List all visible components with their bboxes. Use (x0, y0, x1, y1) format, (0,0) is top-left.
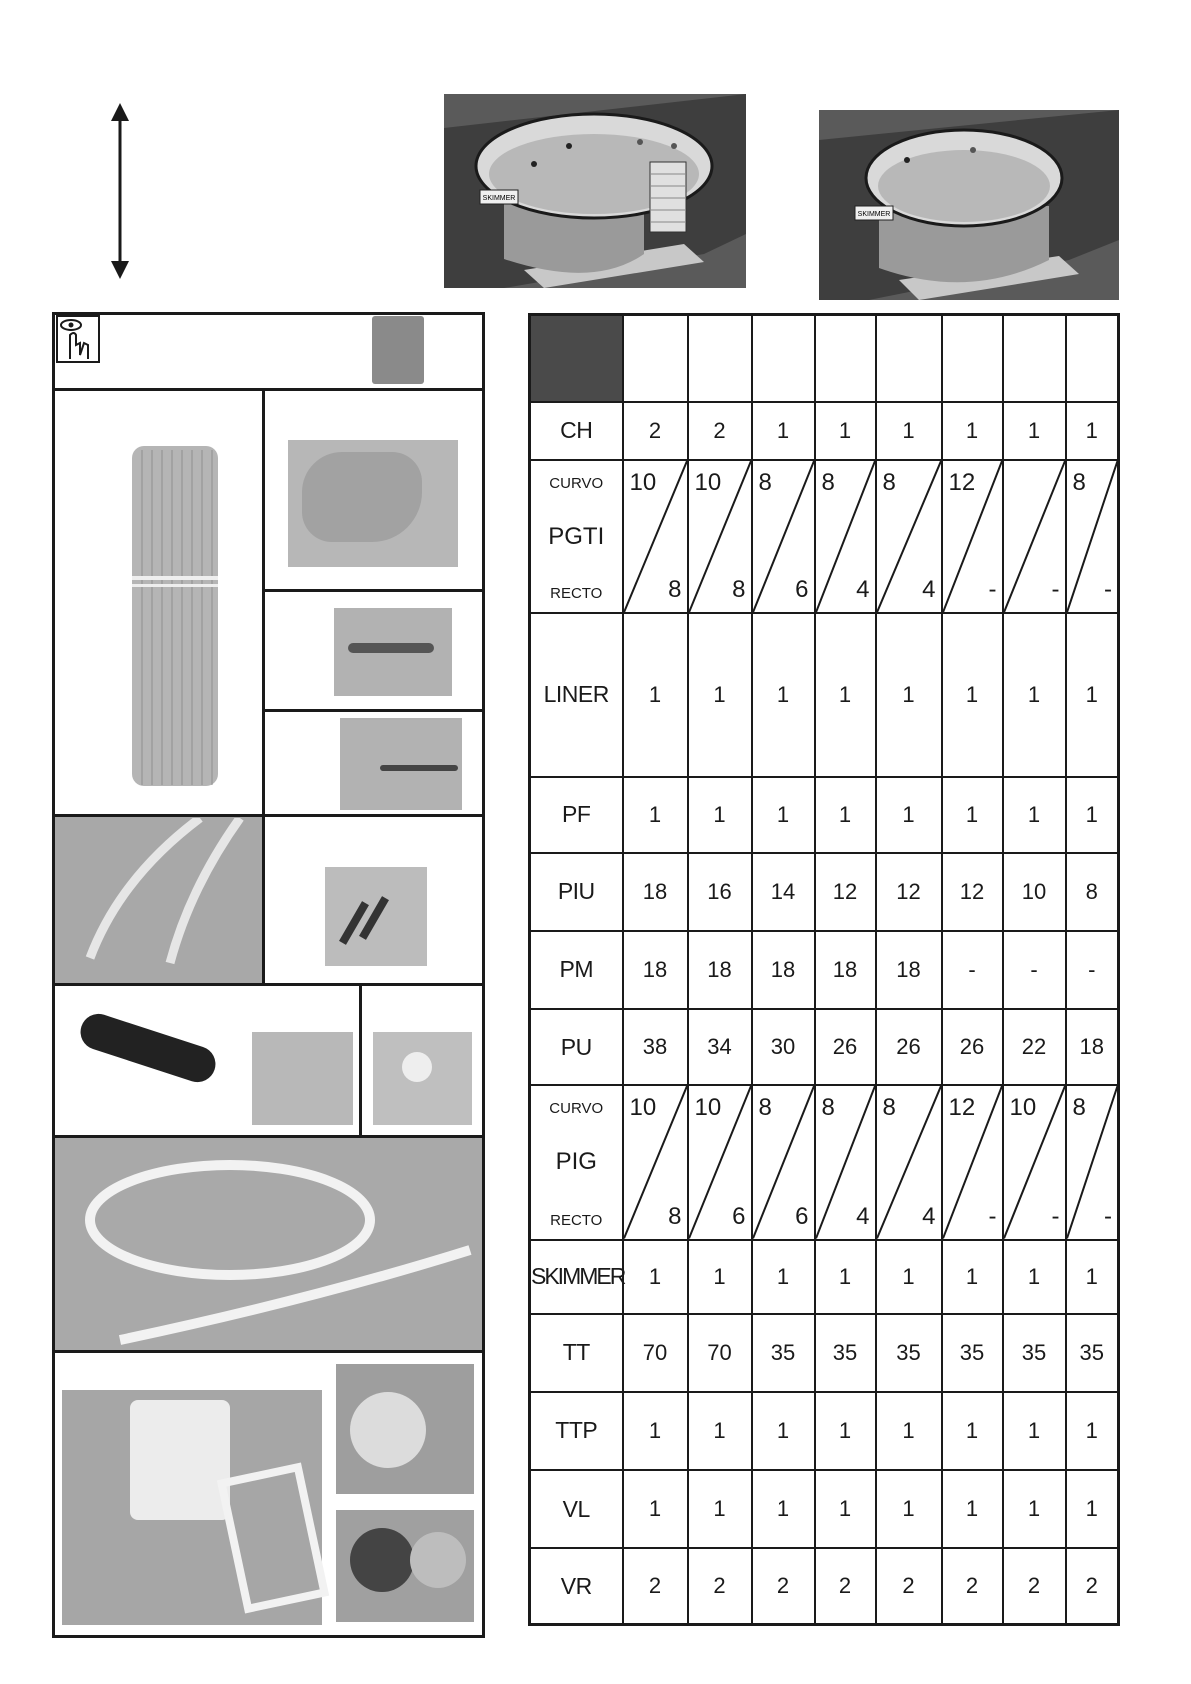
row-label: PM (530, 931, 623, 1009)
table-cell: 35 (815, 1314, 876, 1392)
split-cell (1066, 460, 1119, 613)
table-row (530, 1548, 1119, 1624)
row-label: SKIMMER (530, 1240, 623, 1314)
row-label: VR (530, 1548, 623, 1624)
model-column-header (688, 315, 752, 402)
table-row (530, 1392, 1119, 1470)
recto-value: 4 (856, 1202, 870, 1230)
fitting-disc-shape (410, 1532, 466, 1588)
curvo-value: 12 (948, 1094, 976, 1122)
split-cell (1066, 1085, 1119, 1239)
model-column-header (876, 315, 942, 402)
split-cell (752, 460, 815, 613)
table-cell: 1 (752, 777, 815, 853)
row-label: PF (530, 777, 623, 853)
table-cell: 1 (942, 1470, 1003, 1548)
recto-value: 4 (856, 576, 870, 604)
table-cell: 18 (752, 931, 815, 1009)
row-label: CH (530, 402, 623, 460)
recto-value: 8 (668, 576, 682, 604)
split-cell (815, 460, 876, 613)
row-label: PU (530, 1009, 623, 1085)
table-cell: 1 (623, 777, 688, 853)
split-cell (752, 1085, 815, 1239)
curvo-value: 8 (758, 468, 772, 496)
table-split-row (530, 460, 1119, 613)
table-cell: 38 (623, 1009, 688, 1085)
table-cell: 34 (688, 1009, 752, 1085)
curvo-label: CURVO (549, 474, 604, 492)
table-cell: 18 (623, 931, 688, 1009)
split-cell (1003, 1085, 1066, 1239)
recto-value: 4 (922, 576, 936, 604)
curvo-value: 8 (882, 1094, 896, 1122)
row-label: TTP (530, 1392, 623, 1470)
table-cell: 35 (942, 1314, 1003, 1392)
curvo-value: 8 (1072, 1094, 1086, 1122)
table-cell: 2 (876, 1548, 942, 1624)
table-cell: 1 (1066, 1240, 1119, 1314)
ground-cable-photo (340, 718, 462, 810)
table-cell: 1 (1003, 402, 1066, 460)
split-cell (942, 460, 1003, 613)
recto-value: - (988, 576, 997, 604)
recto-value: - (1104, 576, 1112, 604)
recto-label: RECTO (550, 585, 603, 603)
recto-value: - (1051, 1202, 1060, 1230)
table-row (530, 1314, 1119, 1392)
table-cell: - (1003, 931, 1066, 1009)
table-cell: 30 (752, 1009, 815, 1085)
table-cell: 35 (1066, 1314, 1119, 1392)
table-cell: 2 (942, 1548, 1003, 1624)
table-cell: 16 (688, 853, 752, 931)
divider (262, 709, 485, 712)
curvo-value: 8 (758, 1094, 772, 1122)
recto-value: 8 (732, 576, 746, 604)
row-label-split (530, 1085, 623, 1239)
split-cell (815, 1085, 876, 1239)
table-cell: 12 (815, 853, 876, 931)
table-cell: 26 (815, 1009, 876, 1085)
table-cell: 1 (815, 402, 876, 460)
table-cell: 1 (876, 613, 942, 776)
table-cell: 1 (815, 1392, 876, 1470)
split-cell (623, 1085, 688, 1239)
model-column-header (1066, 315, 1119, 402)
split-cell (942, 1085, 1003, 1239)
table-cell: 18 (688, 931, 752, 1009)
table-cell: 1 (876, 777, 942, 853)
table-cell: 1 (1066, 1392, 1119, 1470)
table-cell: 1 (815, 1240, 876, 1314)
table-cell: 1 (1066, 1470, 1119, 1548)
table-cell: 1 (1003, 777, 1066, 853)
panel-header-divider (52, 388, 485, 391)
curvo-value: 10 (694, 468, 722, 496)
skimmer-label: SKIMMER (857, 211, 891, 218)
table-cell: 1 (876, 402, 942, 460)
skimmer-box-photo (372, 316, 424, 384)
table-split-row (530, 1085, 1119, 1239)
divider (262, 816, 265, 984)
table-cell: 1 (1003, 1470, 1066, 1548)
joint-covers-photo (252, 1032, 353, 1125)
table-cell: 70 (688, 1314, 752, 1392)
divider (359, 985, 362, 1136)
model-column-header (623, 315, 688, 402)
table-cell: 18 (1066, 1009, 1119, 1085)
table-cell: 1 (688, 1470, 752, 1548)
eye-hand-icon (56, 315, 100, 363)
row-label: PIG (555, 1148, 597, 1176)
split-cell (876, 460, 942, 613)
skimmer-body-shape (130, 1400, 230, 1520)
table-cell: 2 (1066, 1548, 1119, 1624)
recto-value: - (988, 1202, 997, 1230)
table-cell: 1 (688, 777, 752, 853)
table-cell: 35 (1003, 1314, 1066, 1392)
table-cell: 1 (752, 613, 815, 776)
table-cell: 10 (1003, 853, 1066, 931)
profile-rails-shape (80, 818, 250, 968)
recto-value: 6 (795, 1202, 809, 1230)
curvo-value: 8 (1072, 468, 1086, 496)
table-cell: 1 (623, 1392, 688, 1470)
recto-value: - (1051, 576, 1060, 604)
table-cell: 18 (876, 931, 942, 1009)
table-cell: 1 (815, 613, 876, 776)
pool-illustration-buried (819, 110, 1119, 300)
table-cell: 22 (1003, 1009, 1066, 1085)
table-cell: 1 (752, 402, 815, 460)
recto-value: 8 (668, 1202, 682, 1230)
wall-panel-roll-photo (128, 440, 224, 795)
components-quantity-table (528, 313, 1120, 1626)
table-row (530, 777, 1119, 853)
table-row (530, 1470, 1119, 1548)
table-cell: - (942, 931, 1003, 1009)
table-cell: 2 (623, 402, 688, 460)
table-cell: 26 (942, 1009, 1003, 1085)
curvo-value: 10 (629, 1094, 657, 1122)
table-cell: 2 (752, 1548, 815, 1624)
table-cell: 12 (942, 853, 1003, 931)
table-cell: 1 (752, 1392, 815, 1470)
liner-bundle-shape (302, 452, 422, 542)
table-cell: 1 (815, 1470, 876, 1548)
divider (262, 390, 265, 815)
table-row (530, 853, 1119, 931)
table-cell: 26 (876, 1009, 942, 1085)
table-cell: 1 (623, 1240, 688, 1314)
screw-parts-shape (348, 643, 434, 653)
table-cell: 2 (623, 1548, 688, 1624)
skimmer-label: SKIMMER (482, 195, 516, 202)
table-cell: 1 (1066, 402, 1119, 460)
divider (52, 1350, 485, 1353)
split-cell (688, 1085, 752, 1239)
pool-thumbnail-cell (530, 315, 623, 402)
table-cell: 1 (623, 613, 688, 776)
table-cell: 1 (1003, 613, 1066, 776)
table-cell: 1 (688, 1392, 752, 1470)
table-cell: 1 (623, 1470, 688, 1548)
pool-illustration-semi-buried (444, 94, 746, 288)
curvo-label: CURVO (549, 1100, 604, 1118)
recto-value: - (1104, 1202, 1112, 1230)
table-cell: 70 (623, 1314, 688, 1392)
bolt-head-shape (402, 1052, 432, 1082)
row-label: TT (530, 1314, 623, 1392)
table-cell: 1 (815, 777, 876, 853)
table-cell: 1 (942, 1240, 1003, 1314)
table-row (530, 1009, 1119, 1085)
table-cell: 1 (752, 1470, 815, 1548)
divider (52, 983, 485, 986)
table-cell: 1 (942, 1392, 1003, 1470)
table-cell: 1 (942, 777, 1003, 853)
table-header-row (530, 315, 1119, 402)
table-cell: 2 (688, 1548, 752, 1624)
curvo-value: 8 (821, 468, 835, 496)
curvo-value: 12 (948, 468, 976, 496)
split-cell (876, 1085, 942, 1239)
table-cell: 1 (876, 1392, 942, 1470)
row-label: PIU (530, 853, 623, 931)
table-cell: 1 (942, 613, 1003, 776)
table-cell: 1 (688, 613, 752, 776)
table-cell: 14 (752, 853, 815, 931)
table-cell: 2 (1003, 1548, 1066, 1624)
table-cell: 1 (1066, 613, 1119, 776)
table-cell: - (1066, 931, 1119, 1009)
curvo-value: 8 (821, 1094, 835, 1122)
table-cell: 1 (942, 402, 1003, 460)
table-row (530, 1240, 1119, 1314)
divider (262, 589, 485, 592)
table-cell: 8 (1066, 853, 1119, 931)
table-cell: 35 (876, 1314, 942, 1392)
table-cell: 12 (876, 853, 942, 931)
table-row (530, 613, 1119, 776)
table-cell: 18 (623, 853, 688, 931)
table-cell: 2 (688, 402, 752, 460)
table-row (530, 402, 1119, 460)
table-cell: 35 (752, 1314, 815, 1392)
cable-shape (380, 765, 458, 771)
recto-value: 6 (732, 1202, 746, 1230)
table-cell: 2 (815, 1548, 876, 1624)
model-column-header (752, 315, 815, 402)
table-cell: 1 (752, 1240, 815, 1314)
row-label: LINER (530, 613, 623, 776)
curvo-value: 10 (629, 468, 657, 496)
model-column-header (942, 315, 1003, 402)
table-cell: 1 (876, 1240, 942, 1314)
recto-value: 6 (795, 576, 809, 604)
row-label-split (530, 460, 623, 613)
table-cell: 1 (876, 1470, 942, 1548)
recto-label: RECTO (550, 1211, 603, 1229)
table-cell: 1 (1003, 1392, 1066, 1470)
curvo-value: 10 (1009, 1094, 1037, 1122)
table-row (530, 931, 1119, 1009)
split-cell (688, 460, 752, 613)
split-cell (1003, 460, 1066, 613)
curvo-value: 8 (882, 468, 896, 496)
split-cell (623, 460, 688, 613)
fitting-disc-shape (350, 1528, 414, 1592)
rail-ring-shape (60, 1140, 480, 1350)
table-cell: 1 (1066, 777, 1119, 853)
model-column-header (1003, 315, 1066, 402)
height-double-arrow-icon (108, 103, 132, 279)
recto-value: 4 (922, 1202, 936, 1230)
table-cell: 18 (815, 931, 876, 1009)
row-label: VL (530, 1470, 623, 1548)
table-cell: 1 (1003, 1240, 1066, 1314)
fitting-disc-shape (350, 1392, 426, 1468)
row-label: PGTI (548, 522, 605, 550)
table-cell: 1 (688, 1240, 752, 1314)
curvo-value: 10 (694, 1094, 722, 1122)
model-column-header (815, 315, 876, 402)
